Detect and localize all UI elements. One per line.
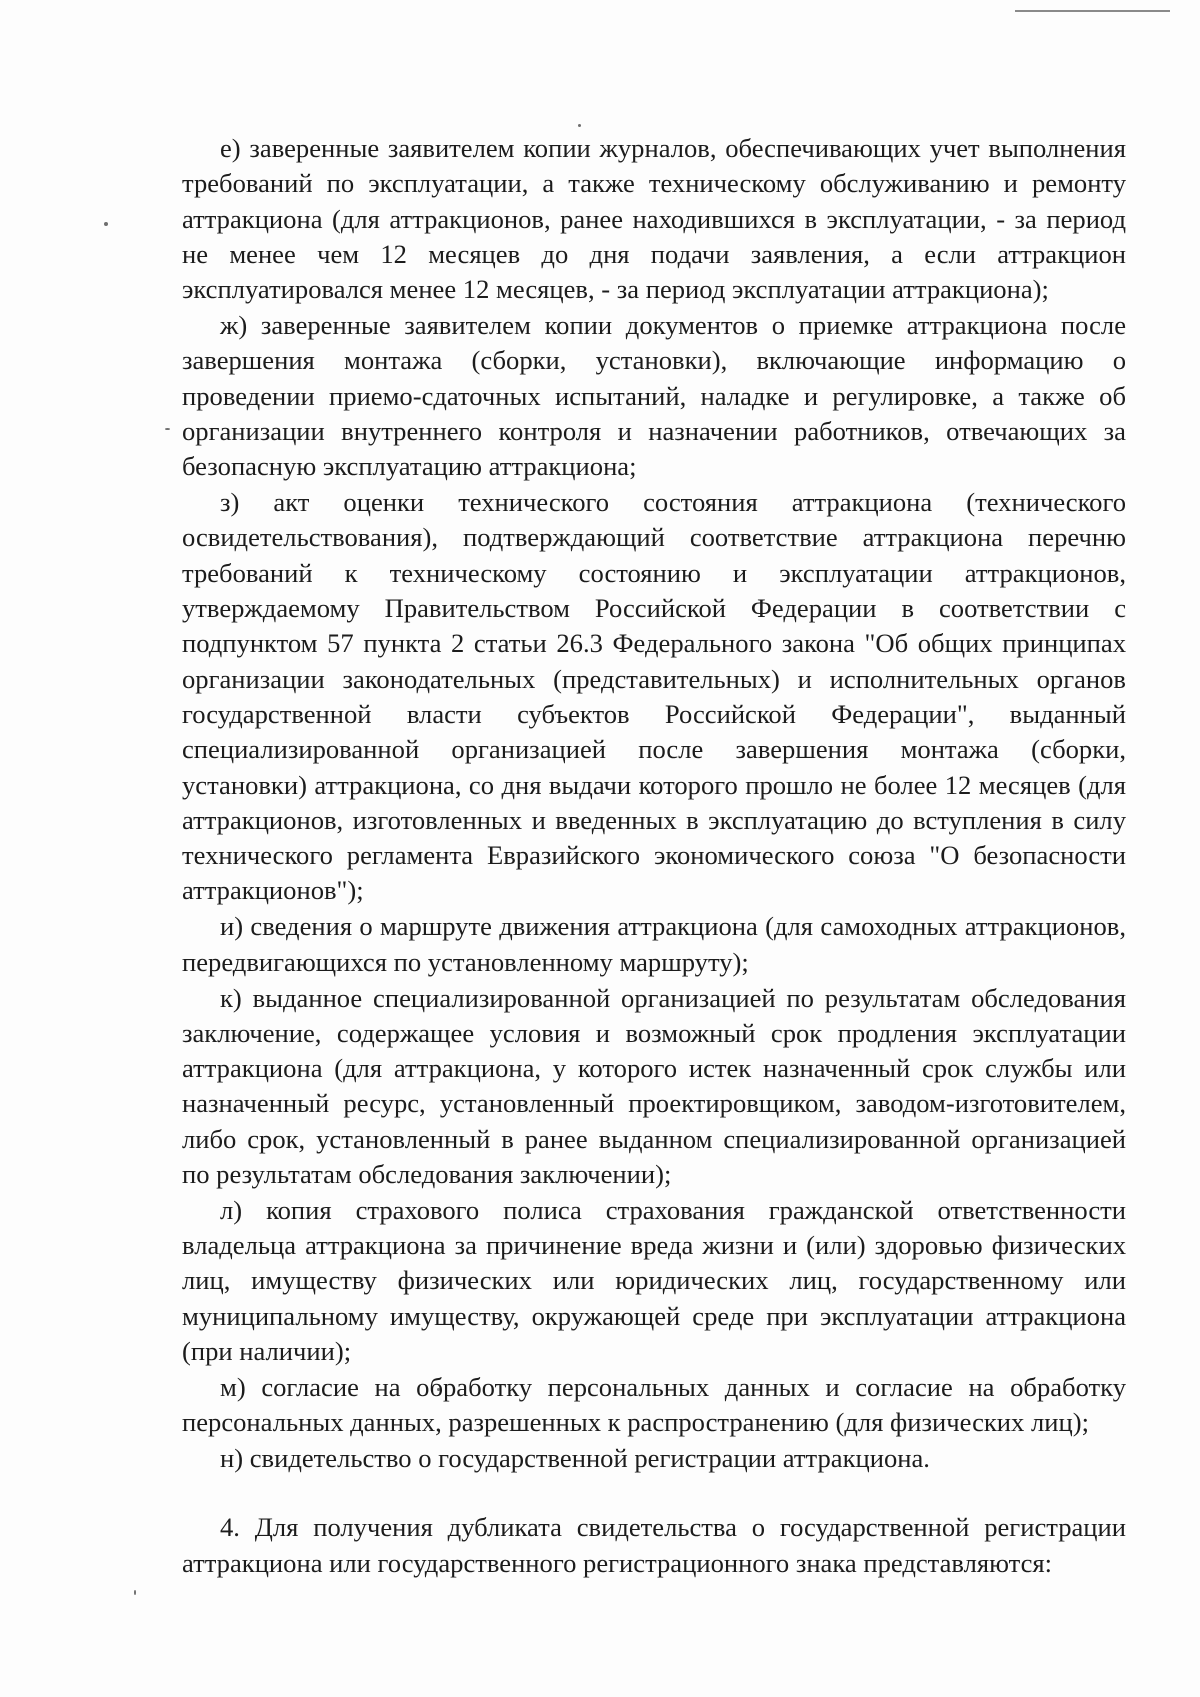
paragraph-item-n: н) свидетельство о государственной регистрации аттракциона. — [220, 1443, 930, 1474]
paragraph-section-4: 4. Для получения дубликата свидетельства о государственной регистрации аттракциона или государственного регистрационного знака представляются: — [182, 1512, 1126, 1578]
document-body — [182, 131, 1126, 1582]
scan-speck — [134, 1590, 136, 1595]
scan-speck — [578, 124, 581, 127]
paragraph-item-e: е) заверенные заявителем копии журналов, обеспечивающих учет выполнения требований по эксплуатации, а также техническому обслуживанию и ремонту аттракциона (для аттракционов, ранее находившихся в эксплуатации, - за период не менее чем 12 месяцев до дня подачи заявления, а если аттракцион эксплуатировался менее 12 месяцев, - за период эксплуатации аттракциона); — [182, 133, 1126, 305]
paragraph-item-zh: ж) заверенные заявителем копии документов о приемке аттракциона после завершения монтажа (сборки, установки), включающие информацию о проведении приемо-сдаточных испытаний, наладке и регулировке, а также об организации внутреннего контроля и назначении работников, отвечающих за безопасную эксплуатацию аттракциона; — [182, 310, 1126, 482]
paragraph-item-z: з) акт оценки технического состояния аттракциона (технического освидетельствования), подтверждающий соответствие аттракциона перечню требований к техническому состоянию и эксплуатации аттракционов, утверждаемому Правительством Российской Федерации в соответствии с подпунктом 57 пункта 2 статьи 26.3 Федерального закона "Об общих принципах организации законодательных (представительных) и исполнительных органов государственной власти субъектов Российской Федерации", выданный специализированной организацией после завершения монтажа (сборки, установки) аттракциона, со дня выдачи которого прошло не более 12 месяцев (для аттракционов, изготовленных и введенных в эксплуатацию до вступления в силу технического регламента Евразийского экономического союза "О безопасности аттракционов"); — [182, 487, 1126, 906]
paragraph-item-i: и) сведения о маршруте движения аттракциона (для самоходных аттракционов, передвигающихся по установленному маршруту); — [182, 911, 1126, 977]
paragraph-item-l: л) копия страхового полиса страхования гражданской ответственности владельца аттракциона за причинение вреда жизни и (или) здоровью физических лиц, имуществу физических или юридических лиц, государственному или муниципальному имуществу, окружающей среде при эксплуатации аттракциона (при наличии); — [182, 1194, 1126, 1367]
scan-speck — [104, 222, 108, 226]
top-edge-rule — [1015, 10, 1170, 12]
paragraph-item-m: м) согласие на обработку персональных данных и согласие на обработку персональных данных, разрешенных к распространению (для физических лиц); — [182, 1371, 1126, 1438]
paragraph-item-k: к) выданное специализированной организацией по результатам обследования заключение, содержащее условия и возможный срок продления эксплуатации аттракциона (для аттракциона, у которого истек назначенный срок службы или назначенный ресурс, установленный проектировщиком, заводом-изготовителем, либо срок, установленный в ранее выданном специализированной организацией по результатам обследования заключении); — [182, 982, 1126, 1189]
scan-speck — [165, 428, 170, 430]
